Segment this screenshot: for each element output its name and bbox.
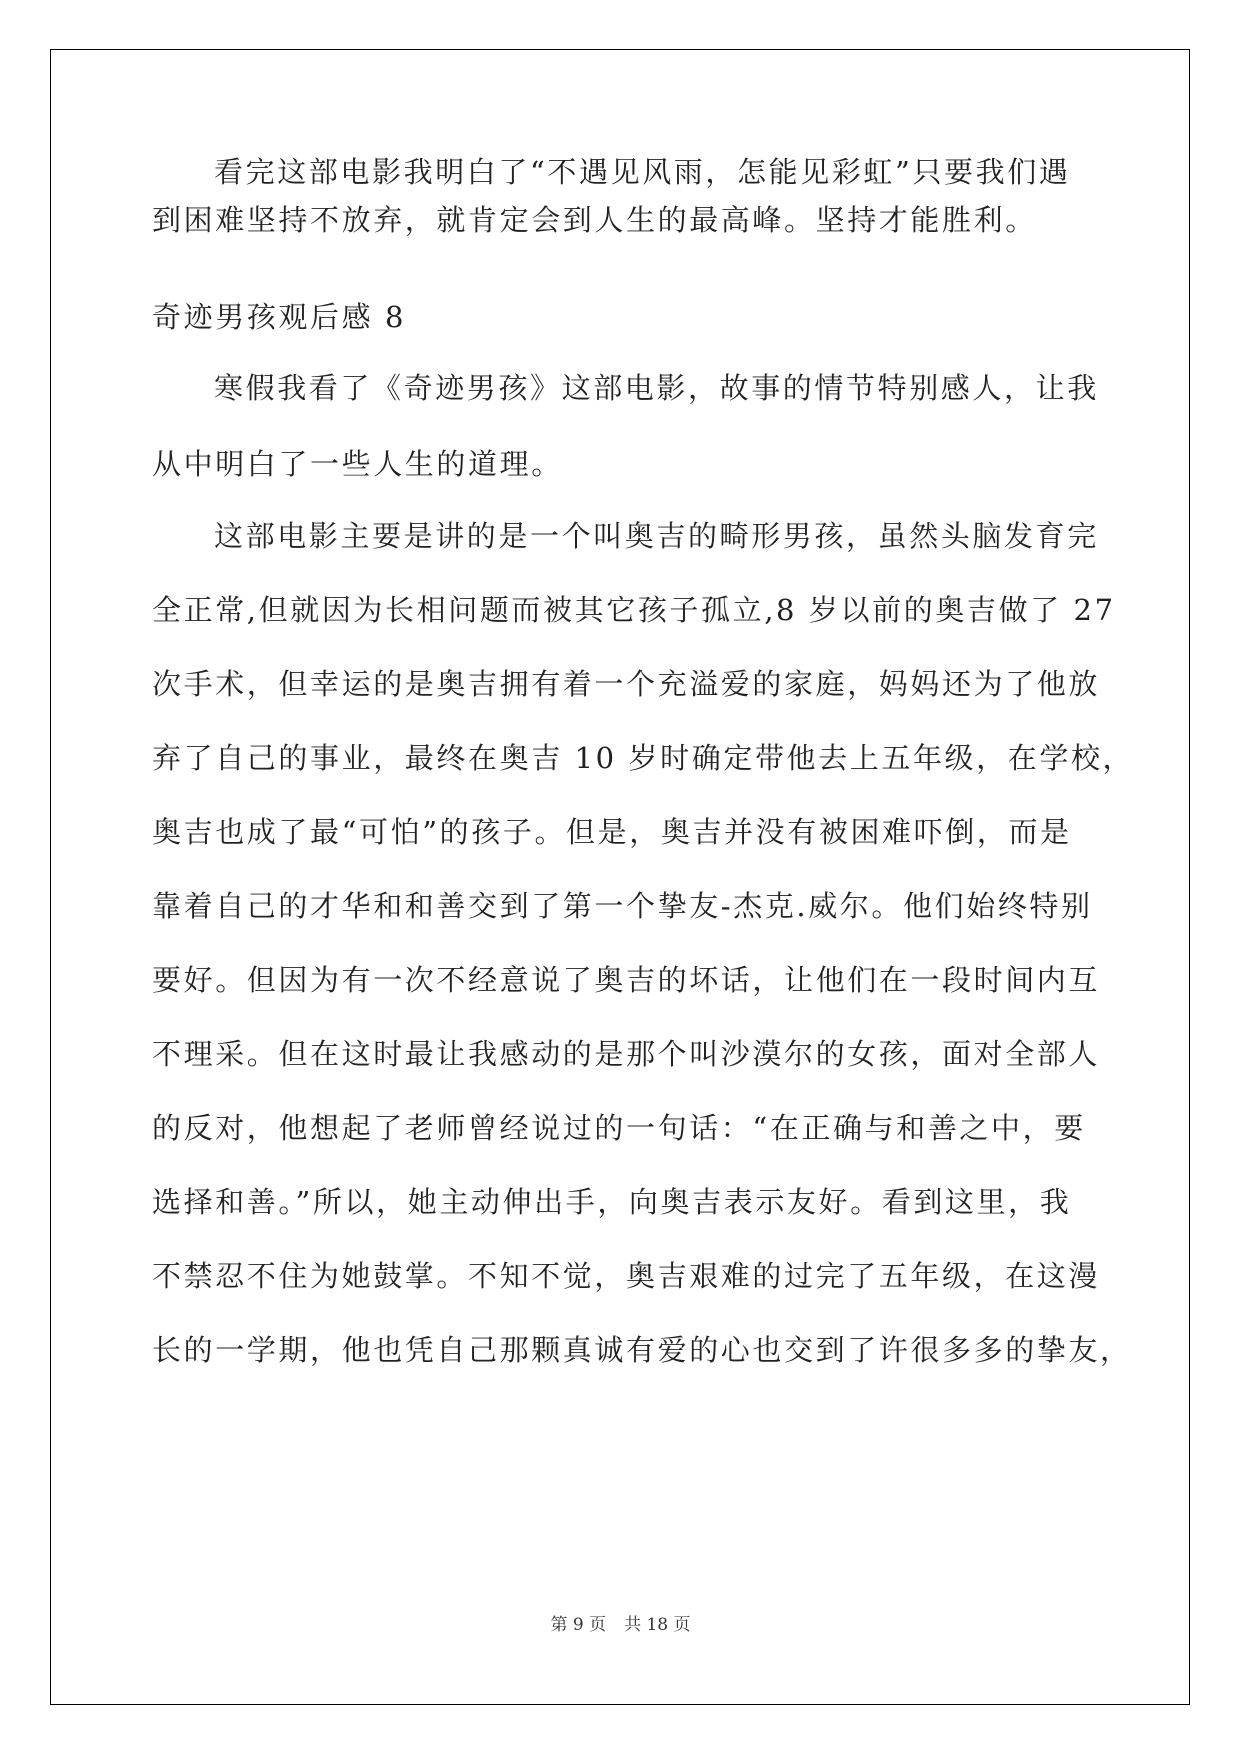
paragraph-3-line-6: 靠着自己的才华和和善交到了第一个挚友-杰克.威尔。他们始终特别 <box>152 889 1093 923</box>
paragraph-3-line-2: 全正常,但就因为长相问题而被其它孩子孤立,8 岁以前的奥吉做了 27 <box>152 593 1116 627</box>
page-number: 第 9 页 <box>550 1615 607 1635</box>
section-heading: 奇迹男孩观后感 8 <box>152 300 407 334</box>
paragraph-3-line-9: 的反对，他想起了老师曾经说过的一句话：“在正确与和善之中，要 <box>152 1111 1086 1145</box>
paragraph-3-line-5: 奥吉也成了最“可怕”的孩子。但是，奥吉并没有被困难吓倒，而是 <box>152 815 1072 849</box>
paragraph-3-line-7: 要好。但因为有一次不经意说了奥吉的坏话，让他们在一段时间内互 <box>152 963 1101 997</box>
paragraph-3-line-12: 长的一学期，他也凭自己那颗真诚有爱的心也交到了许很多多的挚友， <box>152 1333 1132 1367</box>
paragraph-2-line-2: 从中明白了一些人生的道理。 <box>152 447 563 481</box>
paragraph-3-line-8: 不理采。但在这时最让我感动的是那个叫沙漠尔的女孩，面对全部人 <box>152 1037 1101 1071</box>
paragraph-1-line-2: 到困难坚持不放弃，就肯定会到人生的最高峰。坚持才能胜利。 <box>152 203 1037 237</box>
paragraph-3-line-11: 不禁忍不住为她鼓掌。不知不觉，奥吉艰难的过完了五年级，在这漫 <box>152 1259 1101 1293</box>
paragraph-3-line-4: 弃了自己的事业，最终在奥吉 10 岁时确定带他去上五年级，在学校， <box>152 741 1135 775</box>
paragraph-2-line-1: 寒假我看了《奇迹男孩》这部电影，故事的情节特别感人，让我 <box>214 371 1099 405</box>
paragraph-3-line-3: 次手术，但幸运的是奥吉拥有着一个充溢爱的家庭，妈妈还为了他放 <box>152 667 1101 701</box>
page-footer <box>0 1610 1241 1635</box>
paragraph-3-line-1: 这部电影主要是讲的是一个叫奥吉的畸形男孩，虽然头脑发育完 <box>214 519 1099 553</box>
page-total: 共 18 页 <box>624 1615 691 1635</box>
paragraph-3-line-10: 选择和善。”所以，她主动伸出手，向奥吉表示友好。看到这里，我 <box>152 1185 1072 1219</box>
paragraph-1-line-1: 看完这部电影我明白了“不遇见风雨，怎能见彩虹”只要我们遇 <box>214 155 1071 189</box>
